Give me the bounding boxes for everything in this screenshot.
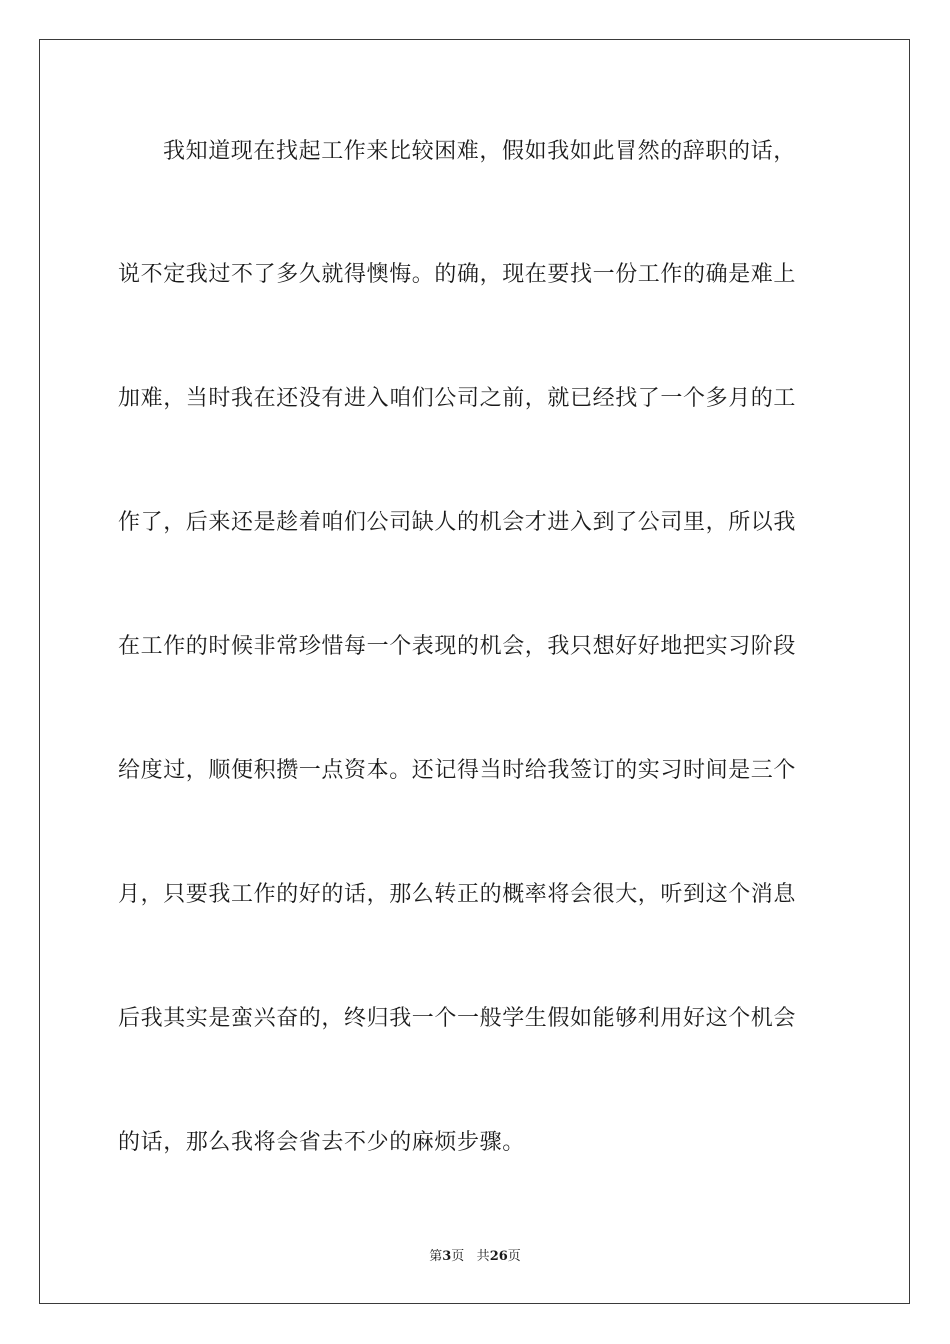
paragraph-line-5: 在工作的时候非常珍惜每一个表现的机会，我只想好好地把实习阶段 <box>118 634 797 659</box>
paragraph-line-9: 的话，那么我将会省去不少的麻烦步骤。 <box>118 1130 525 1155</box>
total-label <box>477 1249 521 1264</box>
paragraph-line-2: 说不定我过不了多久就得懊悔。的确，现在要找一份工作的确是难上 <box>118 262 797 287</box>
current-page-number: 3 <box>442 1249 452 1264</box>
total-unit: 页 <box>507 1249 521 1264</box>
paragraph-line-8: 后我其实是蛮兴奋的，终归我一个一般学生假如能够利用好这个机会 <box>118 1006 797 1031</box>
page-border <box>39 39 910 1304</box>
paragraph-line-7: 月，只要我工作的好的话，那么转正的概率将会很大，听到这个消息 <box>118 882 797 907</box>
total-prefix: 共 <box>476 1249 490 1264</box>
paragraph-line-1: 我知道现在找起工作来比较困难，假如我如此冒然的辞职的话， <box>163 139 796 164</box>
page-footer <box>0 1248 950 1266</box>
page-unit: 页 <box>451 1249 465 1264</box>
paragraph-line-4: 作了，后来还是趁着咱们公司缺人的机会才进入到了公司里，所以我 <box>118 510 797 535</box>
total-page-count: 26 <box>489 1249 508 1264</box>
paragraph-line-3: 加难，当时我在还没有进入咱们公司之前，就已经找了一个多月的工 <box>118 386 797 411</box>
page-prefix: 第 <box>429 1249 443 1264</box>
paragraph-line-6: 给度过，顺便积攒一点资本。还记得当时给我签订的实习时间是三个 <box>118 758 797 783</box>
page-label <box>429 1249 464 1264</box>
